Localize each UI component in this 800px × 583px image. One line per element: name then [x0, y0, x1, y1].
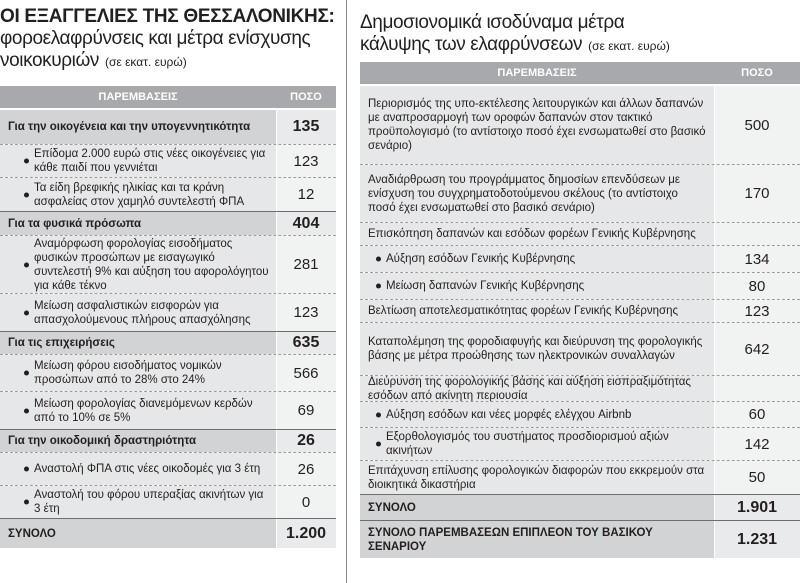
total-row [360, 520, 800, 558]
measure-text: Εξορθολογισμός του συστήματος προσδιορισμού αξιών ακινήτων [386, 431, 669, 457]
measure-text: Αναδιάρθρωση του προγράμματος δημοσίων επενδύσεων με ενίσχυση του συγχρηματοδοτούμενου σκέλους (το αντίστοιχο ποσό έχει ενσωματωθεί στο βασικό σενάριο) [368, 173, 681, 214]
bullet-icon [24, 159, 29, 164]
measure-text: Για την οικογένεια και την υπογεννητικότητα [8, 121, 251, 133]
amount-value: 50 [748, 469, 766, 486]
amount-value: 123 [744, 302, 770, 320]
right-unit: (σε εκατ. ευρώ) [588, 39, 670, 53]
group-row [0, 331, 336, 354]
amount-value: 1.231 [736, 530, 778, 548]
measure-text: Αύξηση εσόδων και νέες μορφές ελέγχου Airbnb [386, 408, 632, 421]
right-table [360, 62, 800, 583]
measure-text: Επισκόπηση δαπανών και εσόδων φορέων Γενικής Κυβέρνησης [368, 228, 696, 240]
table-row [0, 391, 336, 429]
measure-text: ΣΥΝΟΛΟ [8, 527, 56, 540]
measure-text: Επίδομα 2.000 ευρώ στις νέες οικογένειες για κάθε παιδί που γεννιέται [34, 148, 266, 174]
right-col-measures: ΠΑΡΕΜΒΑΣΕΙΣ [497, 67, 577, 79]
amount-value: 12 [297, 186, 315, 203]
bullet-icon [24, 500, 29, 505]
bullet-icon [376, 412, 381, 417]
bullet-icon [376, 284, 381, 289]
table-row [0, 485, 336, 518]
table-row [360, 460, 800, 494]
table-row [0, 177, 336, 211]
amount-value: 0 [301, 493, 311, 511]
table-row [360, 272, 800, 299]
right-title-line2 [360, 34, 670, 57]
amount-value: 1.200 [285, 524, 327, 542]
bullet-icon [24, 371, 29, 376]
bullet-icon [376, 442, 381, 447]
table-row [360, 322, 800, 375]
left-col-measures: ΠΑΡΕΜΒΑΣΕΙΣ [98, 91, 178, 103]
bullet-icon [24, 192, 29, 197]
measure-text: Διεύρυνση της φορολογικής βάσης και αύξηση εισπραξιμότητας εσόδων από ακίνητη περιουσία [368, 375, 691, 402]
right-title: Δημοσιονομικά ισοδύναμα μέτρα [360, 12, 625, 33]
measure-text: Τα είδη βρεφικής ηλικίας και τα κράνη ασφαλείας στον χαμηλό συντελεστή ΦΠΑ [34, 181, 245, 208]
total-row [360, 494, 800, 520]
amount-value: 404 [292, 214, 320, 232]
measure-text: Μείωση ασφαλιστικών εισφορών για απασχολούμενους πλήρους απασχόλησης [34, 299, 251, 326]
measure-text: Βελτίωση αποτελεσματικότητας φορέων Γενικής Κυβέρνησης [368, 305, 679, 317]
amount-value: 135 [292, 118, 320, 135]
measure-text: Καταπολέμηση της φοροδιαφυγής και διεύρυνση της φορολογικής βάσης με μέτρα προώθησης των ηλεκτρονικών συναλλαγών [368, 336, 703, 362]
table-row [360, 245, 800, 272]
bullet-icon [376, 257, 381, 262]
table-row [360, 299, 800, 322]
amount-value: 123 [293, 304, 319, 321]
left-col-amount: ΠΟΣΟ [290, 91, 322, 103]
amount-value: 60 [748, 406, 766, 423]
measure-text: ΣΥΝΟΛΟ ΠΑΡΕΜΒΑΣΕΩΝ ΕΠΙΠΛΕΟΝ ΤΟΥ ΒΑΣΙΚΟΥ ΣΕΝΑΡΙΟΥ [368, 526, 653, 553]
left-title: ΟΙ ΕΞΑΓΓΕΛΙΕΣ ΤΗΣ ΘΕΣΣΑΛΟΝΙΚΗΣ: [0, 6, 335, 27]
measure-text: Μείωση φόρου εισοδήματος νομικών προσώπων από το 28% στο 24% [34, 360, 222, 386]
table-row [0, 354, 336, 391]
left-subtitle-line2 [0, 50, 187, 73]
table-row [0, 235, 336, 293]
amount-value: 635 [292, 334, 320, 351]
measure-text: Αναμόρφωση φορολογίας εισοδήματος φυσικών προσώπων με εισαγωγικό συντελεστή 9% και αύξηση του αφορολόγητου για κάθε τέκνο [34, 237, 269, 292]
amount-value: 80 [748, 277, 766, 295]
left-subtitle-text: νοικοκυριών [0, 50, 99, 71]
table-row [0, 144, 336, 177]
right-title-text: κάλυψης των ελαφρύνσεων [360, 34, 583, 55]
table-row [360, 401, 800, 427]
measure-text: Μείωση φορολογίας διανεμόμενων κερδών από το 10% σε 5% [34, 397, 253, 424]
amount-value: 123 [293, 152, 319, 170]
amount-value: 26 [297, 432, 315, 449]
amount-value: 566 [293, 364, 319, 382]
left-table [0, 86, 336, 583]
measure-text: Αναστολή του φόρου υπεραξίας ακινήτων για 3 έτη [34, 489, 264, 515]
table-row [360, 164, 800, 222]
amount-value: 1.901 [736, 498, 778, 516]
right-col-amount: ΠΟΣΟ [741, 67, 773, 79]
group-row [360, 222, 800, 245]
amount-value: 134 [744, 250, 770, 268]
measure-text: Αύξηση εσόδων Γενικής Κυβέρνησης [386, 253, 576, 265]
measure-text: Αναστολή ΦΠΑ στις νέες οικοδομές για 3 έτη [34, 463, 261, 475]
bullet-icon [24, 310, 29, 315]
amount-value: 170 [744, 185, 770, 202]
table-row [0, 452, 336, 485]
measure-text: Για τις επιχειρήσεις [8, 337, 115, 349]
amount-value: 500 [744, 116, 770, 134]
measure-text: Μείωση δαπανών Γενικής Κυβέρνησης [386, 280, 585, 292]
amount-value [714, 376, 800, 401]
left-subtitle-line1: φοροελαφρύνσεις και μέτρα ενίσχυσης [0, 28, 311, 49]
group-row [360, 375, 800, 401]
left-unit: (σε εκατ. ευρώ) [104, 55, 187, 69]
measure-text: ΣΥΝΟΛΟ [368, 501, 416, 514]
amount-value: 642 [744, 340, 770, 358]
left-table-header [0, 86, 336, 108]
measure-text: Για την οικοδομική δραστηριότητα [8, 435, 197, 447]
amount-value [714, 223, 800, 245]
group-row [0, 429, 336, 452]
measure-text: Περιορισμός της υπο-εκτέλεσης λειτουργικών και άλλων δαπανών με αναπροσαρμογή των οροφών δαπανών στον τακτικό προϋπολογισμό (το αντίστοιχο ποσό έχει ενσωματωθεί στο βασικό σενάριο) [368, 98, 706, 152]
measure-text: Επιτάχυνση επίλυσης φορολογικών διαφορών που εκκρεμούν στα διοικητικά δικαστήρια [368, 464, 705, 491]
bullet-icon [24, 262, 29, 267]
group-row [0, 110, 336, 144]
table-row [360, 427, 800, 460]
amount-value: 26 [297, 460, 315, 478]
bullet-icon [24, 408, 29, 413]
table-row [360, 86, 800, 164]
total-row [0, 518, 336, 548]
table-row [0, 293, 336, 331]
bullet-icon [24, 467, 29, 472]
measure-text: Για τα φυσικά πρόσωπα [8, 217, 142, 230]
amount-value: 69 [297, 402, 315, 419]
group-row [0, 211, 336, 235]
amount-value: 142 [744, 435, 770, 453]
right-table-header [360, 62, 800, 84]
panel-divider [346, 0, 347, 583]
amount-value: 281 [293, 256, 319, 273]
